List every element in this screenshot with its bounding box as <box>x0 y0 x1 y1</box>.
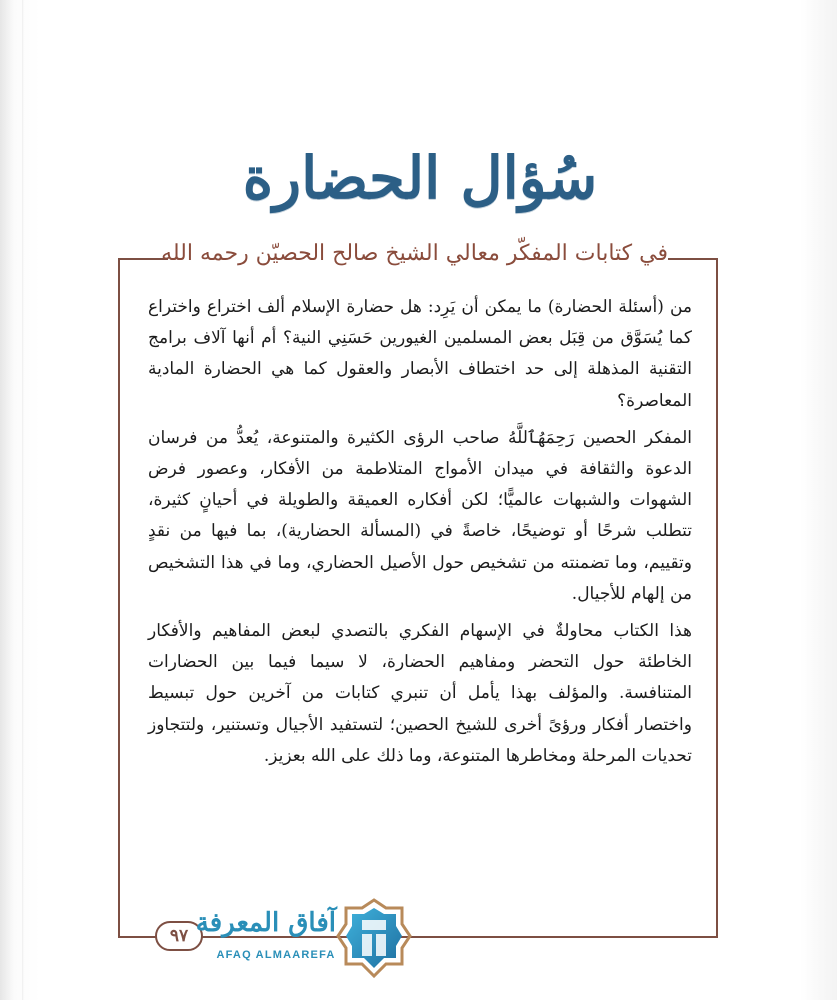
paragraph-3: هذا الكتاب محاولةٌ في الإسهام الفكري بالتصدي لبعض المفاهيم والأفكار الخاطئة حول التحضر ومفاهيم الحضارة، لا سيما فيما بين الحضارات المتنافسة. والمؤلف بهذا يأمل أن تنبري كتابات من آخرين حول تبسيط واختصار أفكار ورؤىً أخرى للشيخ الحصين؛ لتستفيد الأجيال وتستنير، ولتتجاوز تحديات المرحلة ومخاطرها المتنوعة، وما ذلك على الله بعزيز. <box>148 621 692 766</box>
back-cover-blurb <box>148 292 692 902</box>
book-title: سُؤال الحضارة <box>242 144 598 212</box>
book-subtitle: في كتابات المفكّر معالي الشيخ صالح الحصيّن رحمه الله <box>168 234 668 274</box>
paragraph-1: من (أسئلة الحضارة) ما يمكن أن يَرِد: هل حضارة الإسلام ألف اختراع واختراع كما يُسَوَّق من قِبَل بعض المسلمين الغيورين حَسَنِي النية؟ أم أنها آلاف برامج التقنية المذهلة إلى حد اختطاف الأبصار والعقول كما هي الحضارة المادية المعاصرة؟ <box>148 297 692 411</box>
publisher-name-english: AFAQ ALMAAREFA <box>216 949 336 961</box>
publisher-wordmark <box>195 898 336 976</box>
page-number-badge: ٩٧ <box>155 921 203 951</box>
paragraph-2: المفكر الحصين رَحِمَهُٱللَّهُ صاحب الرؤى الكثيرة والمتنوعة، يُعدُّ من فرسان الدعوة والثقافة في ميدان الأمواج المتلاطمة من الأفكار، وعصور فرض الشهوات والشبهات عالميًّا؛ لكن أفكاره العميقة والطويلة في أحيانٍ كثيرة، تتطلب شرحًا أو توضيحًا، خاصةً في (المسألة الحضارية)، بما فيها من نقدٍ وتقييم، وما تضمنته من تشخيص حول الأصيل الحضاري، وما في هذا التشخيص من إلهام للأجيال. <box>148 427 692 604</box>
publisher-name-arabic: آفاق المعرفة <box>195 908 336 938</box>
spine-shadow <box>22 0 24 1000</box>
publisher-logo-icon <box>336 898 412 980</box>
